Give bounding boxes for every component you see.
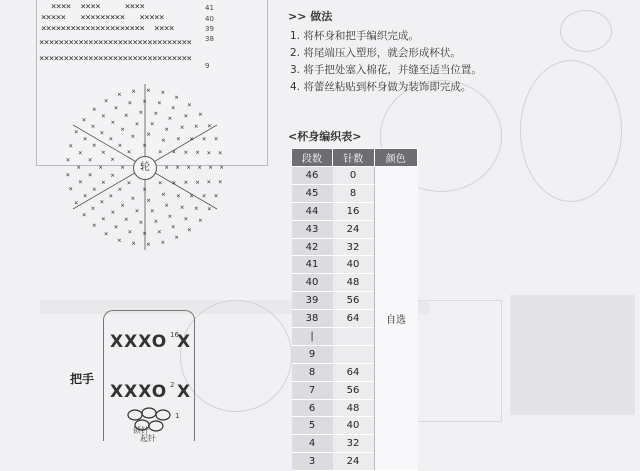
stitch-mark: × <box>153 109 158 118</box>
stitch-mark: × <box>198 216 203 225</box>
stitch-mark: × <box>175 163 180 172</box>
stitch-mark: × <box>146 130 151 139</box>
row-number-cell: | <box>292 328 333 346</box>
stitch-mark: × <box>157 227 162 236</box>
stitch-count-cell: 8 <box>333 184 375 202</box>
handle-row-top-end: X <box>177 332 192 352</box>
stitch-mark: × <box>117 185 123 194</box>
stitch-mark: × <box>99 198 105 207</box>
handle-row-bottom-end: X <box>177 382 192 402</box>
stitch-mark: × <box>82 211 87 220</box>
row-number-cell: 44 <box>292 202 333 220</box>
stitch-mark: × <box>195 178 200 187</box>
table-header: 段数 <box>292 149 333 167</box>
ghost-circle-small <box>560 10 612 52</box>
handle-mark-1: 1 <box>175 412 180 420</box>
stitch-mark: × <box>195 148 200 157</box>
stitch-mark: × <box>174 233 179 242</box>
stitch-count-cell: 64 <box>333 363 375 381</box>
stitch-count-cell: 24 <box>333 220 375 238</box>
stitch-count-cell <box>333 328 375 346</box>
stitch-mark: × <box>214 134 219 143</box>
row-number-cell: 46 <box>292 167 333 185</box>
handle-row-bottom-num: 2 <box>170 381 175 389</box>
stitch-mark: × <box>187 226 192 235</box>
stitch-mark: × <box>65 156 71 165</box>
stitch-mark: × <box>101 111 106 120</box>
stitch-mark: × <box>218 148 223 157</box>
method-title: >> 做法 <box>288 10 333 23</box>
chain-note-2: 起针 <box>140 434 156 443</box>
stitch-mark: × <box>68 141 73 150</box>
handle-row-bottom: XXXO <box>110 382 168 402</box>
stitch-mark: × <box>82 115 87 124</box>
stitch-row: ××××× ××××××××× ××××× <box>41 13 164 23</box>
stitch-mark: × <box>164 125 169 134</box>
stitch-count-cell: 16 <box>333 202 375 220</box>
chain-note-1: 锁针 <box>133 426 149 435</box>
stitch-mark: × <box>176 135 181 144</box>
stitch-mark: × <box>124 111 129 120</box>
stitch-mark: × <box>101 215 106 224</box>
color-cell: 自选 <box>374 167 418 471</box>
stitch-mark: × <box>130 194 136 203</box>
stitch-mark: × <box>68 185 73 194</box>
stitch-mark: × <box>78 148 83 157</box>
stitch-mark: × <box>74 198 79 207</box>
row-number-cell: 7 <box>292 381 333 399</box>
ghost-flower <box>180 300 292 412</box>
row-number-cell: 8 <box>292 363 333 381</box>
row-mark: 9 <box>205 62 210 70</box>
stitch-mark: × <box>127 99 133 108</box>
stitch-mark: × <box>207 121 212 130</box>
stitch-mark: × <box>174 93 179 102</box>
stitch-mark: × <box>120 201 125 210</box>
stitch-mark: × <box>171 104 176 112</box>
stitch-mark: × <box>126 147 132 156</box>
stitch-mark: × <box>167 114 173 123</box>
row-number-cell: 45 <box>292 184 333 202</box>
stitch-row: ××××××××××××××××××××××××××××××× <box>39 54 192 64</box>
stitch-mark: × <box>134 206 140 215</box>
stitch-mark: × <box>117 90 122 99</box>
row-mark: 38 <box>205 35 214 43</box>
row-number-cell: 39 <box>292 292 333 310</box>
table-title: <杯身编织表> <box>288 130 362 143</box>
stitch-mark: × <box>110 155 115 164</box>
stitch-mark: × <box>161 136 166 145</box>
stitch-mark: × <box>138 108 143 117</box>
stitch-count-cell: 32 <box>333 435 375 453</box>
row-number-cell: 6 <box>292 399 333 417</box>
ghost-bunny-right <box>520 60 622 202</box>
row-number-cell: 9 <box>292 345 333 363</box>
stitch-mark: × <box>120 125 125 134</box>
stitch-mark: × <box>146 240 151 249</box>
stitch-mark: × <box>83 134 88 143</box>
stitch-count-cell: 48 <box>333 274 375 292</box>
table-row <box>292 167 418 185</box>
method-step: 2. 将尾端压入塑形，就会形成杯状。 <box>290 47 461 59</box>
stitch-mark: × <box>110 118 116 127</box>
stitch-mark: × <box>99 128 105 137</box>
stitch-mark: × <box>110 171 115 180</box>
stitch-mark: × <box>130 132 136 141</box>
stitch-mark: × <box>180 203 185 212</box>
stitch-mark: × <box>189 134 194 143</box>
row-number-cell: 42 <box>292 238 333 256</box>
stitch-mark: × <box>104 230 109 239</box>
stitch-mark: × <box>164 201 169 210</box>
row-mark: 40 <box>205 15 214 23</box>
stitch-mark: × <box>138 218 143 227</box>
stitch-mark: × <box>183 215 188 224</box>
stitch-mark: × <box>206 178 212 187</box>
stitch-mark: × <box>150 206 155 215</box>
stitch-count-cell: 40 <box>333 256 375 274</box>
stitch-mark: × <box>183 148 189 157</box>
stitch-count-cell <box>333 345 375 363</box>
stitch-mark: × <box>110 208 116 217</box>
stitch-mark: × <box>150 120 155 129</box>
stitch-mark: × <box>83 192 88 201</box>
stitch-mark: × <box>98 163 103 172</box>
stitch-count-cell: 40 <box>333 417 375 435</box>
stitch-mark: × <box>101 148 106 157</box>
knitting-table <box>291 148 418 471</box>
method-step: 3. 将手把处塞入棉花，并缝至适当位置。 <box>290 64 482 76</box>
stitch-mark: × <box>134 120 140 129</box>
round-center-label: 轮 <box>133 156 157 180</box>
stitch-mark: × <box>124 215 129 224</box>
stitch-mark: × <box>92 185 97 194</box>
stitch-mark: × <box>117 141 123 150</box>
stitch-mark: × <box>214 192 219 201</box>
row-mark: 41 <box>205 4 214 12</box>
stitch-count-cell: 56 <box>333 292 375 310</box>
stitch-mark: × <box>176 191 181 200</box>
stitch-mark: × <box>202 192 207 201</box>
stitch-mark: × <box>65 170 71 179</box>
stitch-mark: × <box>194 122 199 131</box>
stitch-mark: × <box>142 185 147 194</box>
stitch-count-cell: 56 <box>333 381 375 399</box>
stitch-mark: × <box>131 239 136 248</box>
stitch-mark: × <box>218 178 223 187</box>
stitch-mark: × <box>142 141 147 150</box>
ghost-box-1 <box>410 300 502 422</box>
method-step: 4. 将蕾丝粘贴到杯身做为装饰即完成。 <box>290 81 472 93</box>
stitch-mark: × <box>127 227 133 236</box>
stitch-mark: × <box>183 178 189 187</box>
row-number-cell: 38 <box>292 310 333 328</box>
stitch-row: ×××× ×××× ×××× <box>51 2 145 12</box>
stitch-mark: × <box>189 192 194 201</box>
stitch-mark: × <box>194 204 199 213</box>
stitch-count-cell: 48 <box>333 399 375 417</box>
stitch-mark: × <box>198 110 203 119</box>
stitch-mark: × <box>160 238 165 247</box>
stitch-mark: × <box>187 100 192 109</box>
row-number-cell: 3 <box>292 453 333 471</box>
stitch-mark: × <box>117 236 122 245</box>
stitch-mark: × <box>197 163 202 172</box>
row-mark: 39 <box>205 25 214 33</box>
stitch-mark: × <box>131 87 136 96</box>
stitch-mark: × <box>142 97 147 106</box>
stitch-mark: × <box>104 96 109 105</box>
stitch-mark: × <box>171 223 176 231</box>
stitch-mark: × <box>207 205 212 214</box>
table-header: 针数 <box>333 149 375 167</box>
handle-label: 把手 <box>70 372 95 386</box>
stitch-mark: × <box>180 123 185 132</box>
stitch-mark: × <box>108 191 114 200</box>
ghost-table <box>510 295 635 415</box>
table-header: 颜色 <box>374 149 418 167</box>
stitch-mark: × <box>167 212 173 221</box>
stitch-mark: × <box>142 229 147 238</box>
stitch-mark: × <box>171 178 176 187</box>
stitch-mark: × <box>208 163 213 172</box>
stitch-mark: × <box>183 111 188 120</box>
stitch-count-cell: 64 <box>333 310 375 328</box>
stitch-mark: × <box>153 217 158 226</box>
method-step: 1. 将杯身和把手编织完成。 <box>290 30 419 42</box>
stitch-mark: × <box>101 178 106 187</box>
stitch-mark: × <box>206 148 212 157</box>
stitch-mark: × <box>146 196 151 205</box>
stitch-mark: × <box>88 156 93 164</box>
stitch-count-cell: 32 <box>333 238 375 256</box>
stitch-mark: × <box>113 223 119 231</box>
stitch-mark: × <box>90 122 96 131</box>
handle-row-top: XXXO <box>110 332 168 352</box>
stitch-mark: × <box>171 148 176 157</box>
stitch-mark: × <box>92 105 97 114</box>
row-number-cell: 43 <box>292 220 333 238</box>
stitch-mark: × <box>113 104 119 112</box>
handle-row-top-num: 16 <box>170 331 179 339</box>
stitch-count-cell: 0 <box>333 167 375 185</box>
stitch-mark: × <box>202 134 207 143</box>
stitch-mark: × <box>219 163 224 172</box>
stitch-mark: × <box>160 88 165 97</box>
stitch-mark: × <box>158 147 163 156</box>
stitch-mark: × <box>88 171 93 179</box>
stitch-mark: × <box>92 141 97 150</box>
stitch-mark: × <box>146 86 151 95</box>
stitch-row: ××××××××××××××××××××× ×××× <box>41 24 174 34</box>
stitch-mark: × <box>78 178 83 187</box>
row-number-cell: 5 <box>292 417 333 435</box>
stitch-count-cell: 24 <box>333 453 375 471</box>
stitch-mark: × <box>92 221 97 230</box>
stitch-mark: × <box>157 99 162 108</box>
stitch-mark: × <box>120 163 125 172</box>
stitch-mark: × <box>158 179 163 188</box>
stitch-mark: × <box>161 190 166 199</box>
stitch-row: ××××××××××××××××××××××××××××××× <box>39 38 192 48</box>
stitch-mark: × <box>76 163 81 172</box>
stitch-mark: × <box>90 204 96 213</box>
stitch-mark: × <box>108 135 114 144</box>
stitch-mark: × <box>186 163 191 172</box>
stitch-mark: × <box>164 163 169 172</box>
stitch-mark: × <box>126 179 132 188</box>
row-number-cell: 4 <box>292 435 333 453</box>
row-number-cell: 40 <box>292 274 333 292</box>
stitch-mark: × <box>74 128 79 137</box>
row-number-cell: 41 <box>292 256 333 274</box>
